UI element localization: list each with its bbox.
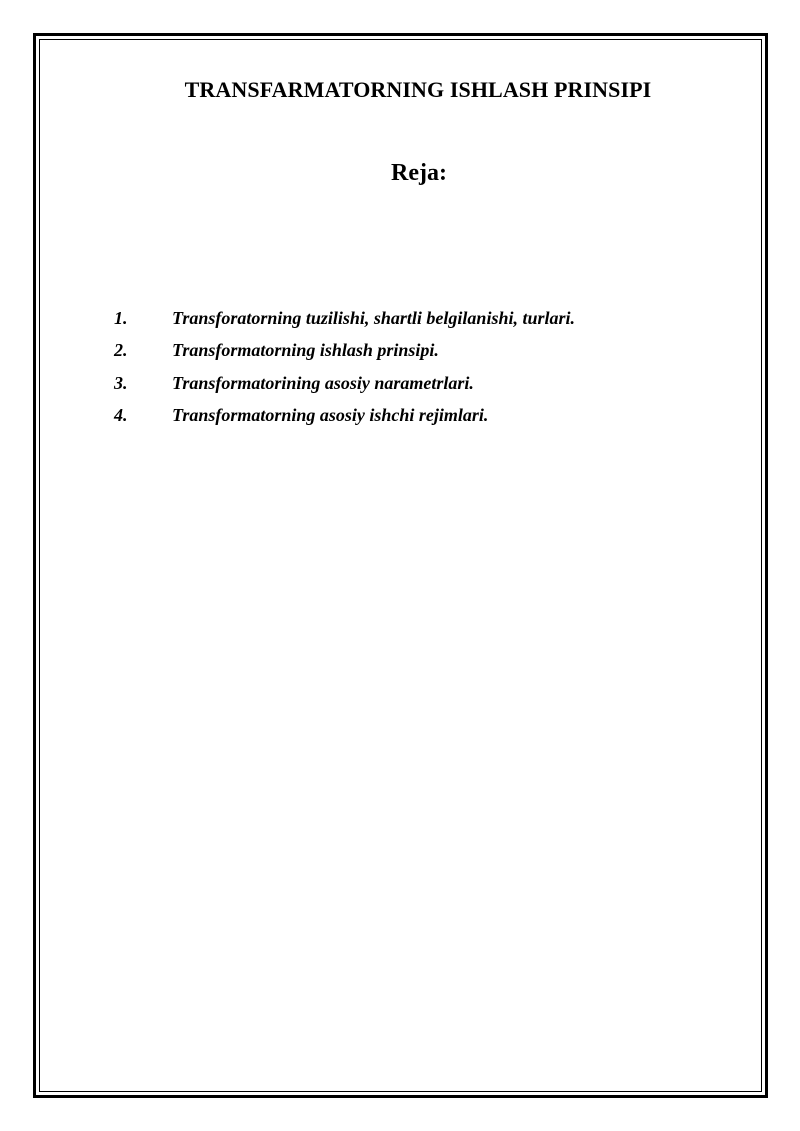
document-title: TRANSFARMATORNING ISHLASH PRINSIPI <box>184 77 652 102</box>
plan-heading: Reja: <box>391 160 447 186</box>
plan-item-number: 4. <box>114 404 128 425</box>
plan-item-number: 1. <box>114 308 128 328</box>
plan-item-text: Transforatorning tuzilishi, shartli belgilanishi, turlari. <box>172 308 575 328</box>
page-border <box>33 33 768 1098</box>
plan-item-text: Transformatorining asosiy narametrlari. <box>172 372 474 393</box>
page-border-inner <box>39 39 762 1092</box>
plan-item-text: Transformatorning ishlash prinsipi. <box>172 340 439 361</box>
plan-item-text: Transformatorning asosiy ishchi rejimlari. <box>172 404 489 425</box>
plan-item-number: 3. <box>114 372 128 393</box>
plan-item-number: 2. <box>114 340 128 361</box>
